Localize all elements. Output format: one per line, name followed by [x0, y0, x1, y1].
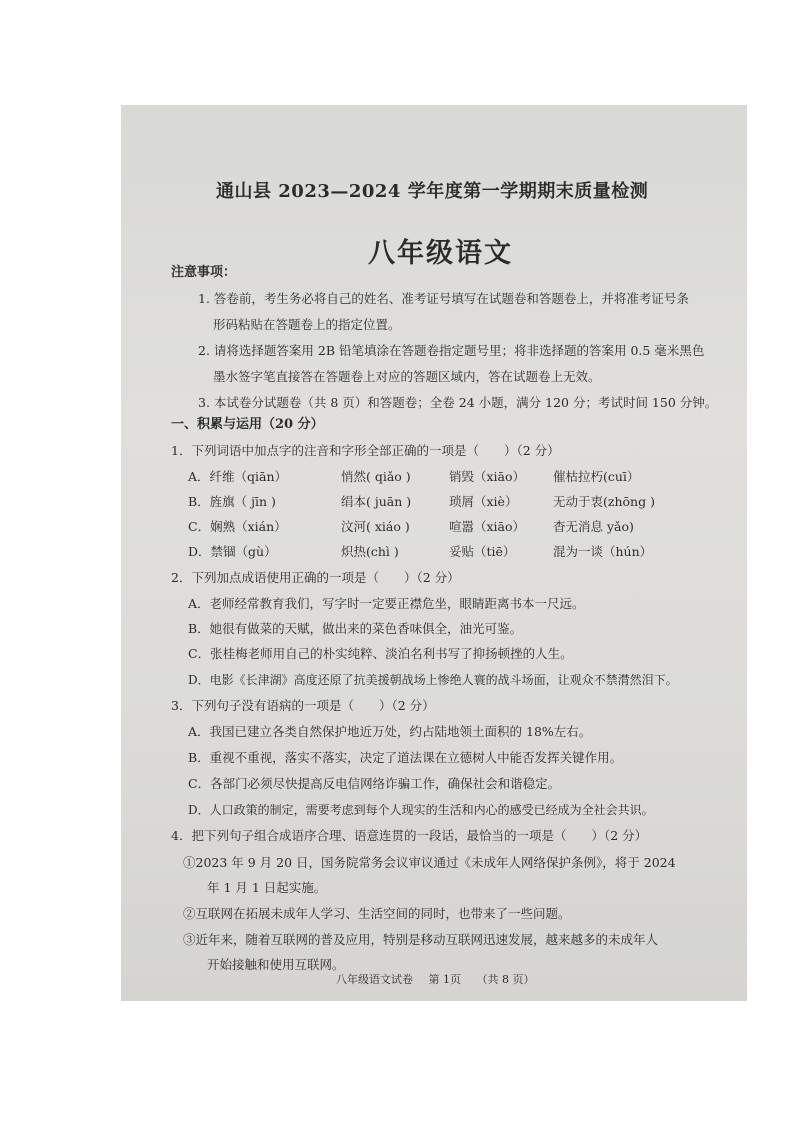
question-stem: 4．把下列句子组合成语序合理、语意连贯的一段话，最恰当的一项是（ ）（2 分）	[171, 828, 648, 843]
q1-option-c-word-2: 汶河( xiáo )	[341, 519, 410, 534]
q1-option-a-word-4: 催枯拉朽(cuī）	[553, 469, 640, 484]
q1-option-d-word-3: 妥贴（tiē）	[449, 544, 516, 559]
notice-line: 3. 本试卷分试题卷（共 8 页）和答题卷；全卷 24 小题，满分 120 分；考试时间 150 分钟。	[198, 395, 718, 410]
section-heading: 一、积累与运用（20 分）	[171, 417, 324, 432]
q1-option-a-word-2: 悄然( qiǎo )	[341, 469, 411, 484]
footer-paper-name: 八年级语文试卷	[336, 973, 413, 986]
q2-option: C．张桂梅老师用自己的朴实纯粹、淡泊名利书写了抑扬顿挫的人生。	[188, 646, 573, 661]
page-footer	[336, 971, 547, 987]
exam-title: 通山县 2023—2024 学年度第一学期期末质量检测	[216, 181, 649, 202]
q1-option-a-word-1: A．纤维（qiān）	[188, 469, 288, 484]
q1-option-d-word-4: 混为一谈（hún）	[553, 544, 653, 559]
q4-sentence: ②互联网在拓展未成年人学习、生活空间的同时，也带来了一些问题。	[183, 906, 571, 921]
q4-sentence: ①2023 年 9 月 20 日，国务院常务会议审议通过《未成年人网络保护条例》，将于 2024	[183, 855, 676, 870]
q1-option-d-word-2: 炽热(chì )	[341, 544, 399, 559]
notice-line: 形码粘贴在答题卷上的指定位置。	[213, 317, 401, 332]
q1-option-c-word-1: C．娴熟（xián）	[188, 519, 287, 534]
footer-page-total: （共 8 页）	[476, 973, 535, 986]
question-stem: 3．下列句子没有语病的一项是（ ）（2 分）	[171, 698, 435, 713]
notice-heading: 注意事项：	[171, 265, 237, 280]
q1-option-c-word-3: 喧嚣（xiāo）	[449, 519, 526, 534]
q4-sentence: 开始接触和使用互联网。	[207, 957, 345, 972]
q3-option: D．人口政策的制定，需要考虑到每个人现实的生活和内心的感受已经成为全社会共识。	[188, 803, 654, 817]
question-stem: 2．下列加点成语使用正确的一项是（ ）（2 分）	[171, 570, 460, 585]
notice-line: 墨水签字笔直接答在答题卷上对应的答题区域内，答在试题卷上无效。	[213, 369, 601, 384]
exam-paper-photo	[121, 105, 747, 1001]
subject-title: 八年级语文	[368, 238, 513, 269]
q4-sentence: 年 1 月 1 日起实施。	[207, 880, 327, 895]
q1-option-b-word-4: 无动于衷(zhōng )	[553, 494, 655, 509]
notice-line: 1. 答卷前，考生务必将自己的姓名、准考证号填写在试题卷和答题卷上，并将准考证号条	[198, 291, 689, 306]
q3-option: C．各部门必须尽快提高反电信网络诈骗工作，确保社会和谐稳定。	[188, 776, 561, 791]
q3-option: A．我国已建立各类自然保护地近万处，约占陆地领土面积的 18%左右。	[188, 724, 592, 739]
q1-option-b-word-1: B．旌旗（ jīn )	[188, 494, 276, 509]
q2-option: A．老师经常教育我们，写字时一定要正襟危坐，眼睛距离书本一尺远。	[188, 596, 585, 611]
q3-option: B．重视不重视，落实不落实，决定了道法课在立德树人中能否发挥关键作用。	[188, 750, 623, 765]
q1-option-a-word-3: 销毁（xiāo）	[449, 469, 526, 484]
q2-option: D．电影《长津湖》高度还原了抗美援朝战场上惨绝人寰的战斗场面，让观众不禁潸然泪下。	[188, 673, 678, 687]
q4-sentence: ③近年来，随着互联网的普及应用，特别是移动互联网迅速发展，越来越多的未成年人	[183, 932, 659, 947]
notice-line: 2. 请将选择题答案用 2B 铅笔填涂在答题卷指定题号里；将非选择题的答案用 0.5 毫米黑色	[198, 343, 705, 358]
q1-option-b-word-2: 绢本( juān )	[341, 494, 412, 509]
q1-option-b-word-3: 琐屑（xiè）	[449, 494, 518, 509]
question-stem: 1．下列词语中加点字的注音和字形全部正确的一项是（ ）（2 分）	[171, 443, 560, 458]
q2-option: B．她很有做菜的天赋，做出来的菜色香味俱全，油光可鉴。	[188, 621, 523, 636]
q1-option-c-word-4: 杳无消息 yǎo)	[553, 519, 634, 534]
footer-page-number: 第 1页	[428, 973, 461, 986]
q1-option-d-word-1: D．禁锢（gù）	[188, 544, 277, 559]
